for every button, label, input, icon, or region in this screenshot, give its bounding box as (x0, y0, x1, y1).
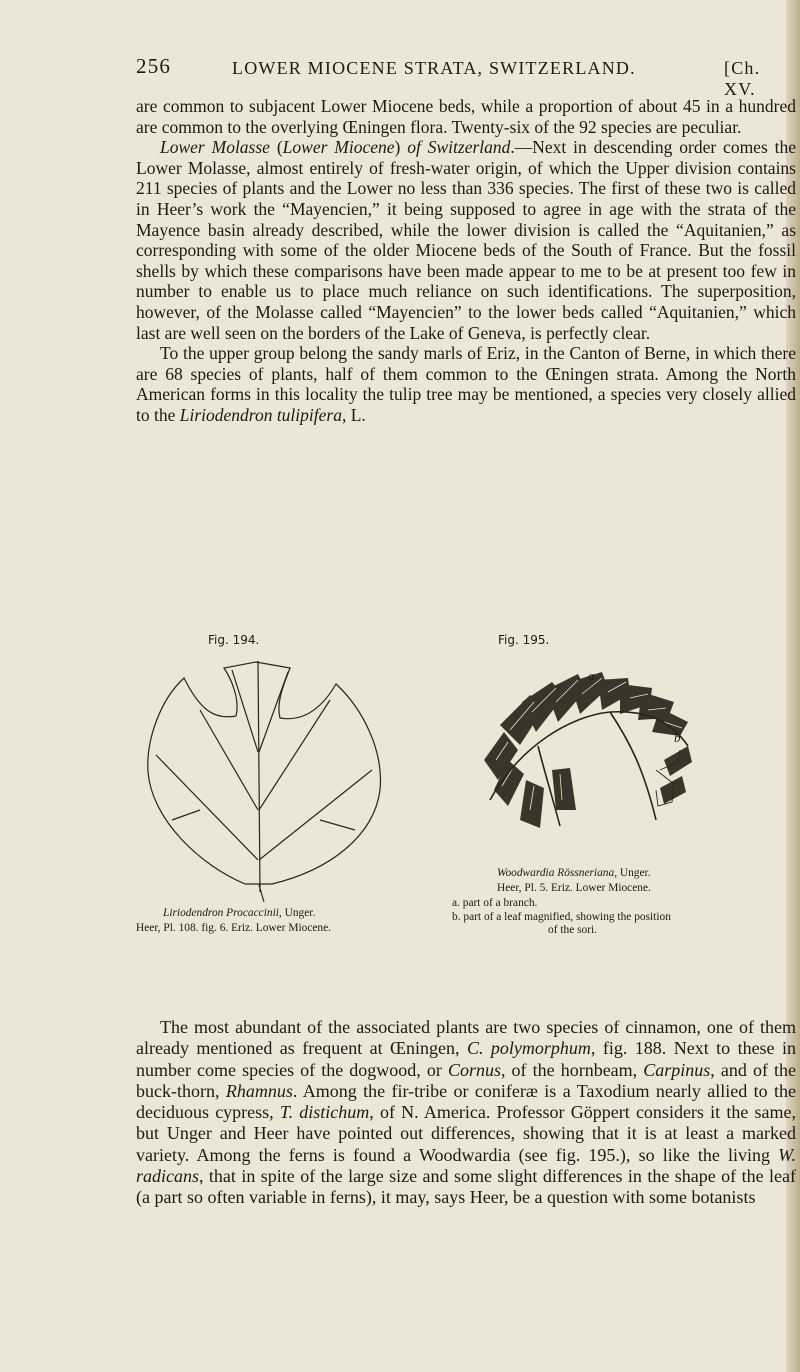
paragraph-associated-plants (136, 1017, 796, 1209)
fig-194-author: , Unger. (278, 907, 316, 919)
taxon-rhamnus: Rhamnus (225, 1080, 293, 1101)
fig-195-label: Fig. 195. (498, 633, 550, 647)
fig-194-caption-line1 (163, 906, 315, 920)
fig-195-fern-illustration (460, 650, 720, 840)
text-run: .—Next in descending order comes the Lower Molasse, almost entirely of fresh-water origin, of which the Upper division contains 211 species of plants and the Lower no less than 336 species. The first of these two is called in Heer’s work the “Mayencien,” it being supposed to agree in age with the strata of the Mayence basin already described, while the lower division is called the “Aquitanien,” as corresponding with some of the older Miocene beds of the South of France. But the fossil shells by which these comparisons have been made appear to me to be at present too few in number to enable us to place much reliance on such identifications. The superposition, however, of the Molasse called “Mayencien” to the lower beds called “Aquitanien,” which last are well seen on the borders of the Lake of Geneva, is perfectly clear. (136, 137, 797, 343)
fig-195-caption-line1 (497, 866, 651, 880)
text-run: ) (394, 137, 408, 158)
fig-194-caption-line2: Heer, Pl. 108. fig. 6. Eriz. Lower Miocene. (136, 922, 332, 934)
taxon-liriodendron: Liriodendron tulipifera (179, 404, 342, 425)
fig-195-taxon: Woodwardia Rössneriana (497, 867, 615, 879)
body-text-upper (136, 96, 796, 426)
running-title: LOWER MIOCENE STRATA, SWITZERLAND. (232, 58, 636, 78)
text-run: , of the hornbeam, (500, 1059, 644, 1080)
fig-194-label: Fig. 194. (208, 633, 260, 647)
paragraph-lower-molasse (136, 137, 796, 343)
taxon-t-distichum: T. distichum (279, 1102, 370, 1123)
text-run: . Among the fir-tribe or coniferæ is a Taxodium nearly allied to the deciduous cypress, (136, 1080, 796, 1123)
taxon-cornus: Cornus (447, 1059, 501, 1080)
text-run: The most abundant of the associated plants are two species of cinnamon, one of them already mentioned as frequent at Œningen, (136, 1017, 796, 1059)
fig-194-taxon: Liriodendron Procaccinii (163, 907, 279, 919)
fig-195-caption-b: b. part of a leaf magnified, showing the position (452, 911, 671, 923)
taxon-w-radicans: W. radicans (136, 1144, 796, 1187)
fig-195-caption-b2: of the sori. (548, 924, 598, 936)
text-run: , fig. 188. Next to these in number come species of the dogwood, or (136, 1038, 796, 1080)
text-run: , that in spite of the large size and some slight differences in the shape of the leaf (a part so often variable in ferns), it may, says Heer, be a question with some botanists (136, 1166, 796, 1208)
paragraph-continuation: are common to subjacent Lower Miocene beds, while a proportion of about 45 in a hundred are common to the overlying Œningen flora. Twenty-six of the 92 species are peculiar. (136, 96, 796, 137)
body-text-lower (136, 1017, 796, 1209)
text-run: , L. (341, 404, 366, 425)
heading-lower-molasse: Lower Molasse (160, 137, 270, 158)
text-run: , of N. America. Professor Göppert considers it the same, but Unger and Heer have pointed out differences, showing that it is at least a marked variety. Among the ferns is found a Woodwardia (see fig. 195.), so like the living (136, 1102, 797, 1165)
chapter-label: [Ch. XV. (724, 58, 761, 99)
text-run: ( (269, 137, 283, 158)
page-number: 256 (136, 54, 172, 78)
taxon-c-polymorphum: C. polymorphum (466, 1038, 591, 1059)
paragraph-eriz (136, 343, 796, 425)
fig-195-mark-b: b (674, 730, 681, 745)
fig-195-mark-a: a (588, 668, 595, 683)
fig-195-caption-a: a. part of a branch. (452, 897, 538, 909)
fig-195-caption-line2: Heer, Pl. 5. Eriz. Lower Miocene. (497, 882, 651, 894)
fig-195-author: , Unger. (614, 867, 651, 879)
heading-lower-miocene: Lower Miocene (282, 137, 395, 158)
text-run: To the upper group belong the sandy marls of Eriz, in the Canton of Berne, in which there are 68 species of plants, half of them common to the Œningen strata. Among the North American forms in this locality the tulip tree may be mentioned, a species very closely allied to the (136, 343, 796, 425)
text-run: , and of the buck-thorn, (136, 1059, 797, 1101)
taxon-carpinus: Carpinus (643, 1059, 711, 1080)
heading-switzerland: of Switzerland (407, 137, 511, 158)
